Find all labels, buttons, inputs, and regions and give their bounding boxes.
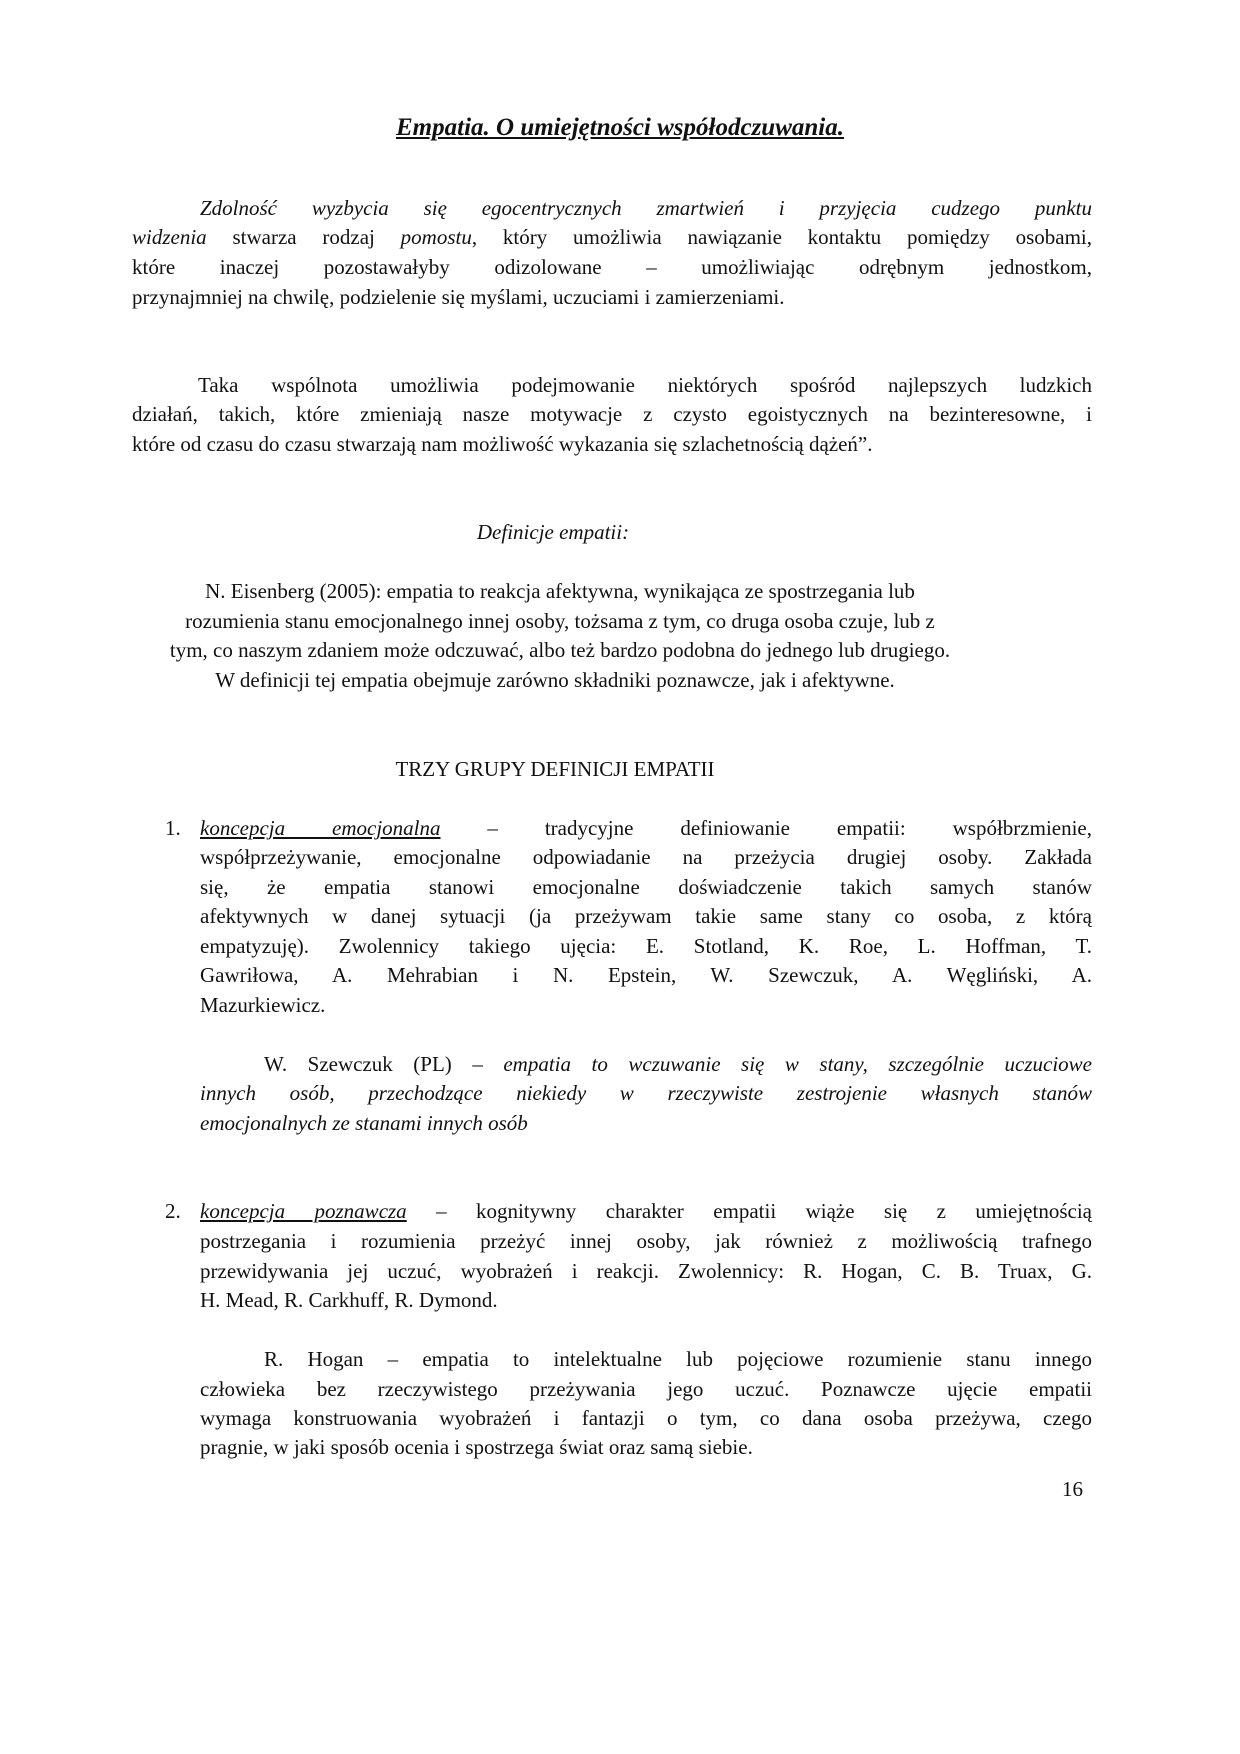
text-line: Gawriłowa, A. Mehrabian i N. Epstein, W. Szewczuk, A. Węgliński, A. xyxy=(200,963,1092,987)
list-number: 2. xyxy=(165,1199,181,1223)
text-line xyxy=(264,1049,1092,1079)
text-span: W. Szewczuk (PL) – xyxy=(264,1052,504,1076)
text-line: się, że empatia stanowi emocjonalne doświadczenie takich samych stanów xyxy=(200,875,1092,899)
text-span: widzenia xyxy=(132,225,207,249)
text-span: pomostu xyxy=(400,225,472,249)
text-line: Taka wspólnota umożliwia podejmowanie niektórych spośród najlepszych ludzkich xyxy=(198,373,1092,397)
text-line: pragnie, w jaki sposób ocenia i spostrzega świat oraz samą siebie. xyxy=(200,1435,753,1459)
text-line: empatyzuję). Zwolennicy takiego ujęcia: E. Stotland, K. Roe, L. Hoffman, T. xyxy=(200,934,1092,958)
text-line: emocjonalnych ze stanami innych osób xyxy=(200,1111,528,1135)
term-cognitive: koncepcja poznawcza xyxy=(200,1199,407,1223)
page-number: 16 xyxy=(1062,1477,1083,1501)
text-line: przynajmniej na chwilę, podzielenie się myślami, uczuciami i zamierzeniami. xyxy=(132,285,785,309)
text-line: N. Eisenberg (2005): empatia to reakcja afektywna, wynikająca ze spostrzegania lub xyxy=(205,579,915,603)
text-line: tym, co naszym zdaniem może odczuwać, albo też bardzo podobna do jednego lub drugiego. xyxy=(169,638,951,662)
text-line: Mazurkiewicz. xyxy=(200,993,326,1017)
list-number: 1. xyxy=(165,816,181,840)
definitions-heading: Definicje empatii: xyxy=(476,520,630,544)
term-emotional: koncepcja emocjonalna xyxy=(200,816,441,840)
text-span: , który umożliwia nawiązanie kontaktu pomiędzy osobami, xyxy=(471,225,1092,249)
text-line: które od czasu do czasu stwarzają nam możliwość wykazania się szlachetnością dążeń”. xyxy=(132,432,873,456)
text-span: – kognitywny charakter empatii wiąże się z umiejętnością xyxy=(406,1199,1092,1223)
text-span: – tradycyjne definiowanie empatii: współbrzmienie, xyxy=(440,816,1093,840)
text-line xyxy=(132,222,1092,252)
text-line: przewidywania jej uczuć, wyobrażeń i reakcji. Zwolennicy: R. Hogan, C. B. Truax, G. xyxy=(200,1259,1092,1283)
text-line: które inaczej pozostawałyby odizolowane – umożliwiając odrębnym jednostkom, xyxy=(132,255,1092,279)
text-line: Zdolność wyzbycia się egocentrycznych zmartwień i przyjęcia cudzego punktu xyxy=(200,196,1092,220)
text-span: empatia to wczuwanie się w stany, szczególnie uczuciowe xyxy=(503,1052,1093,1076)
text-line: współprzeżywanie, emocjonalne odpowiadanie na przeżycia drugiej osoby. Zakłada xyxy=(200,845,1092,869)
text-line: działań, takich, które zmieniają nasze motywacje z czysto egoistycznych na bezinteresowne, i xyxy=(132,402,1092,426)
text-line xyxy=(200,1196,1092,1226)
text-line: R. Hogan – empatia to intelektualne lub pojęciowe rozumienie stanu innego xyxy=(264,1347,1092,1371)
text-line: afektywnych w danej sytuacji (ja przeżywam takie same stany co osoba, z którą xyxy=(200,904,1092,928)
section-heading: TRZY GRUPY DEFINICJI EMPATII xyxy=(395,757,715,781)
text-line: W definicji tej empatia obejmuje zarówno składniki poznawcze, jak i afektywne. xyxy=(215,668,895,692)
text-line: postrzegania i rozumienia przeżyć innej osoby, jak również z możliwością trafnego xyxy=(200,1229,1092,1253)
text-line: rozumienia stanu emocjonalnego innej osoby, tożsama z tym, co druga osoba czuje, lub z xyxy=(185,609,935,633)
text-line: H. Mead, R. Carkhuff, R. Dymond. xyxy=(200,1288,498,1312)
text-line: wymaga konstruowania wyobrażeń i fantazji o tym, co dana osoba przeżywa, czego xyxy=(200,1406,1092,1430)
text-line xyxy=(200,813,1092,843)
text-line: człowieka bez rzeczywistego przeżywania jego uczuć. Poznawcze ujęcie empatii xyxy=(200,1377,1092,1401)
text-span: stwarza rodzaj xyxy=(206,225,401,249)
document-title: Empatia. O umiejętności współodczuwania. xyxy=(396,114,844,141)
text-line: innych osób, przechodzące niekiedy w rzeczywiste zestrojenie własnych stanów xyxy=(200,1081,1092,1105)
